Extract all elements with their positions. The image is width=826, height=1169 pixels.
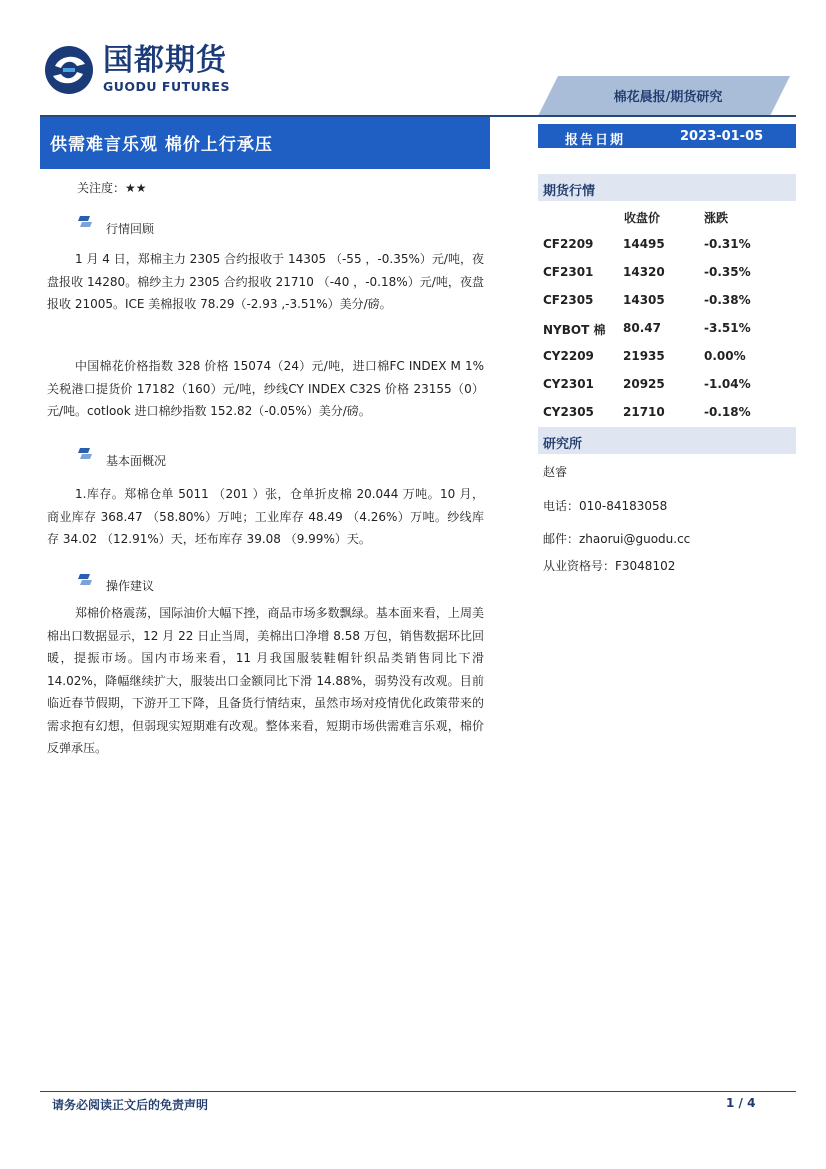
close-price: 20925 xyxy=(623,377,665,391)
section-bullet-icon xyxy=(77,572,93,586)
paragraph-market-review-2: 中国棉花价格指数 328 价格 15074（24）元/吨，进口棉FC INDEX M 1%关税港口提货价 17182（160）元/吨，纱线CY INDEX C32S 价格 23155（0）元/吨。cotlook 进口棉纱指数 152.82（-0.05%）美分/磅。 xyxy=(47,359,484,418)
close-price: 21710 xyxy=(623,405,665,419)
contract-code: CY2209 xyxy=(543,349,594,363)
price-change: 0.00% xyxy=(704,349,746,363)
contract-code: NYBOT 棉 xyxy=(543,323,606,337)
section-title-advice: 操作建议 xyxy=(106,579,155,593)
table-row xyxy=(543,377,793,397)
market-heading: 期货行情 xyxy=(543,184,596,199)
close-price: 21935 xyxy=(623,349,665,363)
section-bullet-icon xyxy=(77,446,93,460)
price-change: -0.31% xyxy=(704,237,751,251)
table-row xyxy=(543,349,793,369)
researcher-name: 赵睿 xyxy=(543,465,568,479)
paragraph-advice: 郑棉价格震荡，国际油价大幅下挫，商品市场多数飘绿。基本面来看，上周美棉出口数据显示，12 月 22 日止当周，美棉出口净增 8.58 万包，销售数据环比回暖，提振市场。国内市场来看，11 月我国服装鞋帽针织品类销售同比下滑 14.02%，降幅继续扩大，服装出口金额同比下滑 14.88%，弱势没有改观。目前临近春节假期，下游开工下降，且备货行情结束，虽然市场对疫情优化政策带来的需求抱有幻想，但弱现实短期难有改观。整体来看，短期市场供需难言乐观，棉价反弹承压。 xyxy=(47,606,484,755)
logo-chinese: 国都期货 xyxy=(103,43,227,78)
disclaimer-note: 请务必阅读正文后的免责声明 xyxy=(52,1098,209,1112)
table-row xyxy=(543,321,793,341)
close-price: 14305 xyxy=(623,293,665,307)
table-row xyxy=(543,265,793,285)
page-number: 1 / 4 xyxy=(726,1096,756,1110)
report-category: 棉花晨报/期货研究 xyxy=(613,90,723,105)
researcher-phone: 电话：010-84183058 xyxy=(543,499,668,513)
researcher-license: 从业资格号：F3048102 xyxy=(543,559,676,573)
close-price: 14495 xyxy=(623,237,665,251)
contract-code: CF2301 xyxy=(543,265,594,279)
section-bullet-icon xyxy=(77,214,93,228)
price-change: -0.35% xyxy=(704,265,751,279)
logo-english: GUODU FUTURES xyxy=(103,79,230,94)
contract-code: CF2209 xyxy=(543,237,594,251)
table-row xyxy=(543,237,793,257)
close-price: 14320 xyxy=(623,265,665,279)
report-date-label: 报告日期 xyxy=(565,133,626,148)
logo-icon xyxy=(43,44,95,96)
footer-divider xyxy=(40,1091,796,1092)
contract-code: CY2301 xyxy=(543,377,594,391)
researcher-email[interactable]: 邮件：zhaorui@guodu.cc xyxy=(543,532,691,546)
close-price: 80.47 xyxy=(623,321,661,335)
price-change: -3.51% xyxy=(704,321,751,335)
paragraph-market-review-1: 1 月 4 日，郑棉主力 2305 合约报收于 14305 （-55 ，-0.35%）元/吨，夜盘报收 14280。棉纱主力 2305 合约报收 21710 （-40 ，-0.18%）元/吨，夜盘报收 21005。ICE 美棉报收 78.29（-2.93 ,-3.51%）美分/磅。 xyxy=(47,252,484,311)
table-row xyxy=(543,293,793,313)
price-change: -0.18% xyxy=(704,405,751,419)
research-heading: 研究所 xyxy=(543,437,583,452)
paragraph-fundamentals: 1.库存。郑棉仓单 5011 （201 ）张，仓单折皮棉 20.044 万吨。10 月，商业库存 368.47 （58.80%）万吨；工业库存 48.49 （4.26%）万吨。纱线库存 34.02 （12.91%）天，坯布库存 39.08 （9.99%）天。 xyxy=(47,487,484,546)
column-header-change: 涨跌 xyxy=(704,211,729,225)
table-row xyxy=(543,405,793,425)
section-title-market-review: 行情回顾 xyxy=(106,222,155,236)
report-date-value: 2023-01-05 xyxy=(680,129,764,144)
contract-code: CY2305 xyxy=(543,405,594,419)
price-change: -0.38% xyxy=(704,293,751,307)
price-change: -1.04% xyxy=(704,377,751,391)
contract-code: CF2305 xyxy=(543,293,594,307)
column-header-close: 收盘价 xyxy=(624,211,661,225)
page-title: 供需难言乐观 棉价上行承压 xyxy=(50,135,273,155)
section-title-fundamentals: 基本面概况 xyxy=(106,454,167,468)
attention-rating: 关注度：★★ xyxy=(77,181,147,195)
